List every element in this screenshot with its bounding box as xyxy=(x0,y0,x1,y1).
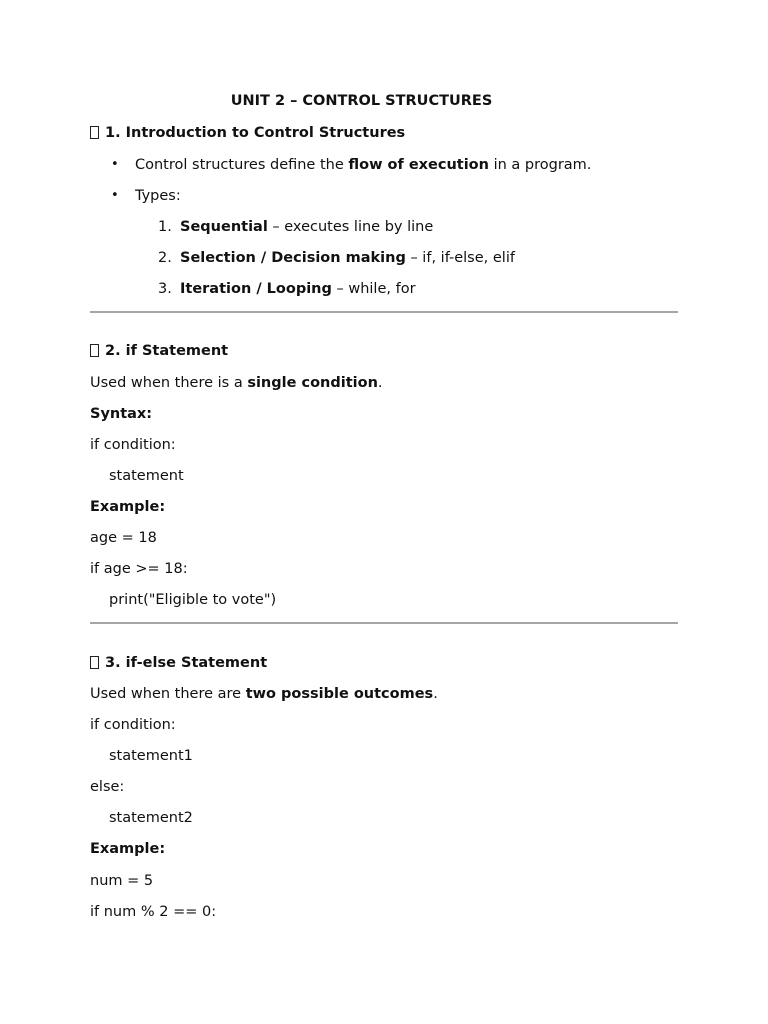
bullet-item-types: Types: xyxy=(135,188,181,204)
section-3-heading-text: 3. if-else Statement xyxy=(105,655,268,671)
bullet-item-flow xyxy=(135,155,591,175)
bullet-text-bold: flow of execution xyxy=(348,157,489,173)
section-2-heading xyxy=(90,341,228,361)
code-line: if num % 2 == 0: xyxy=(90,904,217,920)
list-item-rest: – while, for xyxy=(331,281,416,297)
section-2-heading-text: 2. if Statement xyxy=(105,343,229,359)
section-2-intro xyxy=(90,373,383,393)
section-3-heading xyxy=(90,653,267,673)
checkbox-icon xyxy=(90,344,99,357)
bullet-text-post: in a program. xyxy=(488,157,592,173)
list-item-iteration xyxy=(180,279,416,299)
list-item-bold: Iteration / Looping xyxy=(180,281,332,297)
list-item-bold: Selection / Decision making xyxy=(180,250,406,266)
code-line: if condition: xyxy=(90,437,176,453)
intro-pre: Used when there are xyxy=(90,686,246,702)
intro-bold: single condition xyxy=(247,375,378,391)
list-number: 3. xyxy=(158,281,172,297)
intro-pre: Used when there is a xyxy=(90,375,248,391)
section-3-intro xyxy=(90,684,438,704)
bullet-text-pre: Control structures define the xyxy=(135,157,349,173)
code-line: else: xyxy=(90,779,125,795)
code-line: if condition: xyxy=(90,717,176,733)
horizontal-divider xyxy=(90,622,678,624)
example-label: Example: xyxy=(90,841,166,857)
section-1-heading xyxy=(90,123,405,143)
list-item-rest: – executes line by line xyxy=(267,219,434,235)
code-line: statement2 xyxy=(109,810,193,826)
intro-post: . xyxy=(433,686,438,702)
list-item-bold: Sequential xyxy=(180,219,268,235)
intro-bold: two possible outcomes xyxy=(245,686,434,702)
checkbox-icon xyxy=(90,656,99,669)
bullet-dot-icon: • xyxy=(111,188,119,203)
list-item-rest: – if, if-else, elif xyxy=(405,250,515,266)
syntax-label: Syntax: xyxy=(90,406,153,422)
example-label: Example: xyxy=(90,499,166,515)
bullet-dot-icon: • xyxy=(111,157,119,172)
list-number: 1. xyxy=(158,219,172,235)
section-1-heading-text: 1. Introduction to Control Structures xyxy=(105,125,406,141)
intro-post: . xyxy=(377,375,383,391)
code-line: num = 5 xyxy=(90,873,154,889)
code-line: age = 18 xyxy=(90,530,157,546)
list-item-sequential xyxy=(180,217,433,237)
code-line: statement1 xyxy=(109,748,193,764)
code-line: print("Eligible to vote") xyxy=(109,592,277,608)
page-title: UNIT 2 – CONTROL STRUCTURES xyxy=(230,93,493,109)
horizontal-divider xyxy=(90,311,678,313)
code-line: statement xyxy=(109,468,184,484)
list-item-selection xyxy=(180,248,515,268)
code-line: if age >= 18: xyxy=(90,561,188,577)
checkbox-icon xyxy=(90,126,99,139)
list-number: 2. xyxy=(158,250,172,266)
